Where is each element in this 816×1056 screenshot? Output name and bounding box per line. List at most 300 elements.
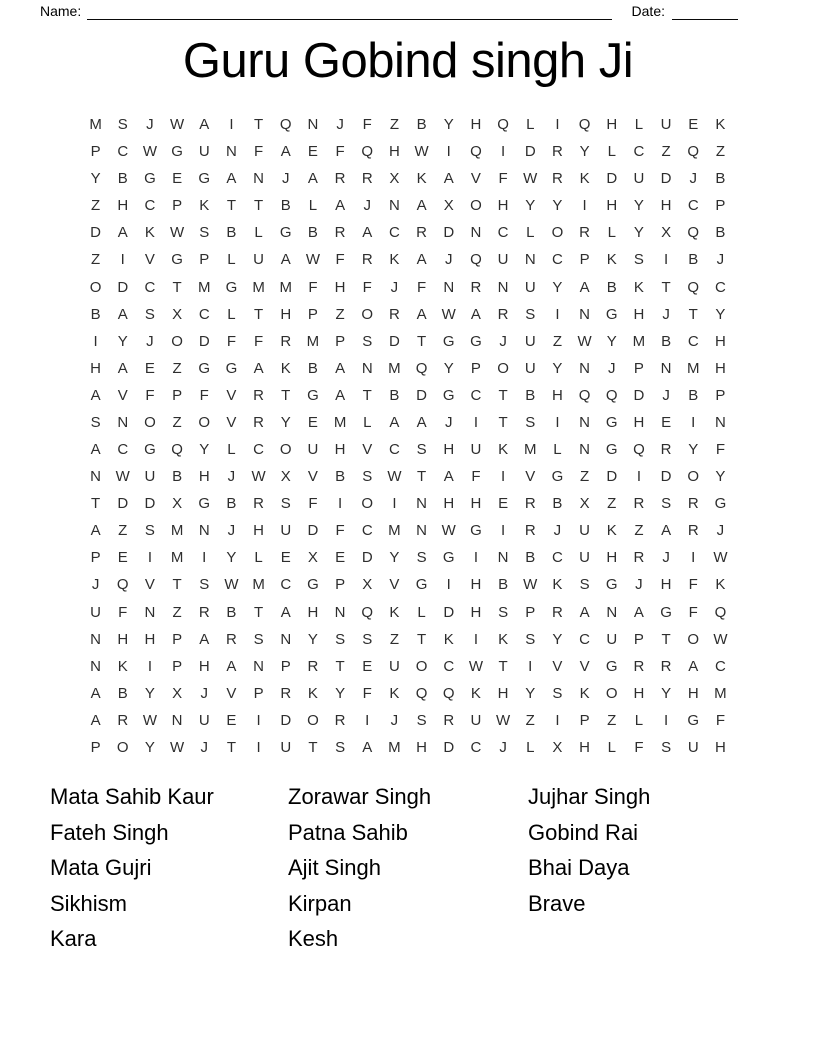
grid-letter: V <box>226 413 237 431</box>
grid-letter: T <box>661 630 671 648</box>
grid-letter: I <box>555 305 560 323</box>
grid-letter: S <box>280 495 291 513</box>
grid-letter: K <box>443 630 454 648</box>
grid-letter: I <box>663 711 669 729</box>
grid-letter: C <box>280 576 292 594</box>
grid-letter: X <box>389 170 400 188</box>
grid-letter: N <box>198 522 210 540</box>
grid-letter: I <box>473 630 478 648</box>
grid-letter: Q <box>687 224 700 242</box>
grid-letter: H <box>660 576 672 594</box>
grid-letter: M <box>714 684 727 702</box>
grid-letter: N <box>497 549 509 567</box>
grid-letter: N <box>660 359 672 377</box>
grid-letter: T <box>416 468 427 486</box>
worksheet-header <box>40 3 738 20</box>
grid-letter: R <box>524 495 536 513</box>
word-item: Mata Gujri <box>50 855 152 881</box>
grid-letter: V <box>144 576 155 594</box>
grid-letter: Y <box>552 278 563 296</box>
grid-letter: B <box>172 468 183 486</box>
grid-letter: I <box>446 143 451 161</box>
grid-letter: Q <box>578 386 591 404</box>
grid-letter: B <box>90 305 101 323</box>
grid-letter: C <box>443 657 455 675</box>
grid-letter: J <box>227 468 236 486</box>
grid-letter: A <box>362 224 373 242</box>
grid-letter: W <box>414 143 429 161</box>
grid-letter: M <box>523 441 537 459</box>
grid-letter: D <box>660 468 672 486</box>
grid-letter: O <box>605 684 618 702</box>
grid-letter: E <box>661 413 672 431</box>
grid-letter: C <box>579 630 590 648</box>
date-label: Date: <box>631 3 665 19</box>
grid-letter: F <box>362 116 372 134</box>
grid-letter: N <box>144 603 156 621</box>
grid-letter: E <box>280 549 291 567</box>
grid-letter: N <box>497 278 509 296</box>
grid-letter: J <box>635 576 643 594</box>
grid-letter: V <box>144 251 155 269</box>
grid-letter: B <box>335 468 346 486</box>
grid-letter: L <box>526 116 535 134</box>
grid-letter: N <box>334 603 346 621</box>
grid-letter: S <box>199 576 210 594</box>
grid-letter: R <box>633 657 645 675</box>
grid-letter: A <box>416 413 427 431</box>
grid-letter: A <box>416 305 427 323</box>
grid-letter: A <box>335 359 346 377</box>
grid-letter: R <box>497 305 509 323</box>
grid-letter: R <box>687 495 699 513</box>
grid-letter: R <box>551 603 563 621</box>
grid-letter: A <box>579 278 590 296</box>
grid-letter: J <box>363 197 371 215</box>
grid-letter: Q <box>470 143 482 161</box>
grid-letter: S <box>416 711 427 729</box>
grid-letter: K <box>389 684 400 702</box>
grid-letter: G <box>144 441 156 459</box>
word-item: Jujhar Singh <box>528 784 651 809</box>
grid-letter: Z <box>172 359 182 377</box>
grid-letter: B <box>226 224 237 242</box>
grid-letter: Q <box>497 116 509 134</box>
grid-letter: V <box>226 386 237 404</box>
grid-letter: E <box>307 143 318 161</box>
grid-letter: U <box>307 441 319 459</box>
grid-letter: V <box>579 657 590 675</box>
grid-letter: U <box>198 711 210 729</box>
grid-letter: S <box>90 413 101 431</box>
grid-letter: T <box>498 386 508 404</box>
grid-letter: G <box>551 468 564 486</box>
grid-letter: S <box>253 630 264 648</box>
grid-letter: R <box>117 711 129 729</box>
grid-letter: P <box>470 359 481 377</box>
grid-letter: M <box>632 332 646 350</box>
grid-letter: R <box>361 251 373 269</box>
word-item: Kesh <box>288 926 339 952</box>
grid-letter: S <box>362 332 373 350</box>
grid-letter: G <box>605 657 618 675</box>
grid-letter: I <box>120 251 125 269</box>
grid-letter: F <box>335 143 345 161</box>
grid-letter: A <box>661 522 672 540</box>
grid-letter: D <box>280 711 292 729</box>
grid-letter: U <box>280 522 292 540</box>
grid-letter: D <box>633 386 645 404</box>
grid-letter: P <box>90 738 101 756</box>
grid-letter: W <box>468 657 483 675</box>
grid-letter: H <box>117 630 129 648</box>
grid-letter: E <box>117 549 128 567</box>
grid-letter: C <box>551 251 563 269</box>
grid-letter: N <box>90 657 101 675</box>
grid-letter: X <box>172 684 183 702</box>
grid-letter: W <box>577 332 592 350</box>
grid-letter: G <box>307 576 319 594</box>
name-blank-line <box>87 4 611 20</box>
grid-letter: C <box>117 441 129 459</box>
grid-letter: I <box>93 332 98 350</box>
grid-letter: P <box>633 359 644 377</box>
grid-letter: J <box>716 522 725 540</box>
grid-letter: A <box>90 684 101 702</box>
grid-letter: I <box>202 549 207 567</box>
grid-letter: Q <box>361 143 374 161</box>
grid-letter: P <box>280 657 291 675</box>
grid-letter: I <box>256 738 261 756</box>
grid-letter: Y <box>335 684 346 702</box>
grid-letter: R <box>551 143 563 161</box>
grid-letter: H <box>334 441 346 459</box>
grid-letter: D <box>144 495 156 513</box>
grid-letter: E <box>172 170 183 188</box>
word-item: Gobind Rai <box>528 819 639 845</box>
grid-letter: H <box>334 278 346 296</box>
grid-letter: S <box>661 495 672 513</box>
grid-letter: D <box>388 332 400 350</box>
grid-letter: O <box>279 441 292 459</box>
grid-letter: F <box>715 441 725 459</box>
grid-letter: Y <box>280 413 291 431</box>
grid-letter: T <box>661 278 671 296</box>
grid-letter: N <box>443 278 455 296</box>
grid-letter: H <box>551 386 563 404</box>
grid-letter: X <box>307 549 318 567</box>
grid-letter: W <box>523 576 538 594</box>
grid-letter: D <box>606 468 618 486</box>
grid-letter: T <box>253 197 264 215</box>
grid-letter: G <box>470 332 482 350</box>
grid-letter: I <box>392 495 397 513</box>
grid-letter: T <box>498 413 508 431</box>
grid-letter: J <box>281 170 290 188</box>
grid-letter: R <box>253 386 264 404</box>
grid-letter: L <box>227 305 236 323</box>
grid-letter: H <box>144 630 156 648</box>
grid-letter: W <box>224 576 239 594</box>
grid-letter: A <box>199 116 210 134</box>
grid-letter: H <box>470 576 482 594</box>
grid-letter: O <box>361 495 374 513</box>
grid-letter: H <box>470 495 482 513</box>
word-item: Sikhism <box>50 890 128 916</box>
grid-letter: J <box>200 738 208 756</box>
grid-letter: U <box>470 441 482 459</box>
grid-letter: V <box>525 468 536 486</box>
grid-letter: Y <box>389 549 400 567</box>
grid-letter: U <box>687 738 699 756</box>
grid-letter: R <box>280 332 292 350</box>
grid-letter: S <box>525 630 536 648</box>
grid-letter: C <box>687 332 699 350</box>
grid-letter: L <box>607 224 616 242</box>
grid-letter: C <box>470 386 482 404</box>
grid-letter: A <box>117 305 128 323</box>
grid-letter: T <box>688 305 698 323</box>
grid-letter: I <box>147 657 152 675</box>
grid-letter: R <box>198 603 210 621</box>
grid-letter: R <box>361 170 373 188</box>
grid-letter: U <box>497 251 509 269</box>
grid-letter: L <box>634 116 644 134</box>
grid-letter: E <box>688 116 699 134</box>
grid-letter: U <box>198 143 210 161</box>
grid-letter: G <box>144 170 156 188</box>
grid-letter: Z <box>579 468 590 486</box>
grid-letter: O <box>307 711 319 729</box>
grid-letter: X <box>443 197 454 215</box>
grid-letter: P <box>253 684 264 702</box>
grid-letter: Z <box>172 413 182 431</box>
grid-letter: A <box>226 657 237 675</box>
grid-letter: Y <box>525 197 536 215</box>
grid-letter: P <box>199 251 210 269</box>
grid-letter: O <box>551 224 564 242</box>
grid-letter: Y <box>199 441 210 459</box>
grid-letter: J <box>444 413 453 431</box>
grid-letter: N <box>171 711 183 729</box>
grid-letter: T <box>172 278 182 296</box>
grid-letter: O <box>497 359 509 377</box>
grid-letter: D <box>443 603 455 621</box>
grid-letter: A <box>280 143 291 161</box>
grid-letter: Y <box>443 116 454 134</box>
word-list-column <box>528 779 766 957</box>
grid-letter: I <box>365 711 370 729</box>
grid-letter: T <box>172 576 182 594</box>
grid-letter: L <box>607 143 616 161</box>
grid-letter: J <box>662 305 670 323</box>
grid-letter: K <box>117 657 128 675</box>
grid-letter: Q <box>116 576 129 594</box>
grid-letter: A <box>117 224 128 242</box>
page-title: Guru Gobind singh Ji <box>182 34 634 88</box>
grid-letter: G <box>307 386 319 404</box>
grid-letter: T <box>335 657 345 675</box>
grid-letter: N <box>579 413 590 431</box>
grid-letter: U <box>524 332 536 350</box>
grid-letter: H <box>633 413 645 431</box>
grid-letter: R <box>660 441 672 459</box>
word-item: Fateh Singh <box>50 819 169 845</box>
grid-letter: H <box>198 657 210 675</box>
grid-letter: A <box>579 603 590 621</box>
grid-letter: G <box>415 576 428 594</box>
grid-letter: M <box>388 359 401 377</box>
grid-letter: T <box>498 657 508 675</box>
grid-letter: Q <box>415 684 428 702</box>
grid-letter: G <box>225 359 238 377</box>
grid-letter: A <box>335 386 346 404</box>
grid-letter: A <box>280 603 291 621</box>
grid-letter: N <box>714 413 726 431</box>
grid-letter: H <box>253 522 264 540</box>
grid-letter: U <box>144 468 156 486</box>
grid-letter: F <box>634 738 644 756</box>
grid-letter: R <box>334 224 346 242</box>
grid-letter: K <box>498 441 509 459</box>
grid-letter: E <box>362 657 373 675</box>
grid-letter: F <box>362 278 372 296</box>
grid-letter: V <box>226 684 237 702</box>
grid-letter: K <box>579 684 590 702</box>
grid-letter: G <box>171 251 183 269</box>
grid-letter: L <box>363 413 372 431</box>
grid-letter: U <box>524 278 536 296</box>
grid-letter: L <box>417 603 426 621</box>
grid-letter: W <box>713 630 728 648</box>
grid-letter: N <box>416 522 427 540</box>
grid-letter: U <box>660 116 672 134</box>
grid-letter: N <box>253 657 264 675</box>
grid-letter: I <box>337 495 343 513</box>
grid-letter: P <box>335 576 346 594</box>
grid-letter: D <box>198 332 210 350</box>
grid-letter: R <box>280 684 292 702</box>
grid-letter: V <box>362 441 373 459</box>
grid-letter: Z <box>118 522 128 540</box>
grid-letter: T <box>362 386 372 404</box>
grid-letter: S <box>144 305 155 323</box>
grid-letter: Y <box>144 684 155 702</box>
grid-letter: Y <box>307 630 318 648</box>
grid-letter: Q <box>279 116 292 134</box>
grid-letter: Q <box>687 143 700 161</box>
grid-letter: H <box>497 197 509 215</box>
grid-letter: H <box>714 359 726 377</box>
grid-letter: H <box>443 495 455 513</box>
grid-letter: D <box>524 143 536 161</box>
grid-letter: Z <box>607 711 617 729</box>
grid-letter: S <box>579 576 590 594</box>
grid-letter: Y <box>715 468 726 486</box>
grid-letter: T <box>416 332 427 350</box>
grid-letter: R <box>660 657 672 675</box>
grid-letter: Z <box>335 305 345 323</box>
grid-letter: K <box>389 251 400 269</box>
grid-letter: Y <box>525 684 536 702</box>
grid-letter: G <box>660 603 672 621</box>
grid-letter: K <box>715 116 726 134</box>
grid-letter: O <box>144 413 156 431</box>
grid-letter: S <box>552 684 563 702</box>
grid-letter: V <box>307 468 318 486</box>
grid-letter: M <box>306 332 320 350</box>
grid-letter: C <box>551 549 563 567</box>
grid-letter: A <box>470 305 481 323</box>
grid-letter: G <box>442 386 455 404</box>
grid-letter: Y <box>443 359 454 377</box>
grid-letter: O <box>470 197 482 215</box>
grid-letter: C <box>633 143 645 161</box>
grid-letter: G <box>442 332 455 350</box>
grid-letter: S <box>661 738 672 756</box>
grid-letter: T <box>253 116 264 134</box>
grid-letter: E <box>498 495 509 513</box>
grid-letter: E <box>144 359 155 377</box>
grid-letter: B <box>226 603 237 621</box>
grid-letter: S <box>199 224 210 242</box>
grid-letter: N <box>90 468 101 486</box>
grid-letter: G <box>714 495 727 513</box>
grid-letter: O <box>116 738 129 756</box>
grid-letter: S <box>525 413 536 431</box>
grid-letter: O <box>361 305 374 323</box>
grid-letter: V <box>470 170 481 188</box>
grid-letter: F <box>253 332 264 350</box>
grid-letter: J <box>716 251 725 269</box>
grid-letter: J <box>553 522 562 540</box>
grid-letter: F <box>688 603 698 621</box>
grid-letter: C <box>714 278 726 296</box>
word-item: Brave <box>528 890 586 916</box>
grid-letter: B <box>661 332 672 350</box>
grid-letter: Y <box>579 143 590 161</box>
grid-letter: P <box>307 305 318 323</box>
grid-letter: D <box>416 386 427 404</box>
grid-letter: W <box>142 711 157 729</box>
grid-letter: W <box>142 143 157 161</box>
grid-letter: J <box>336 116 344 134</box>
grid-letter: C <box>361 522 373 540</box>
grid-letter: K <box>633 278 644 296</box>
grid-letter: Q <box>470 251 482 269</box>
grid-letter: H <box>606 549 618 567</box>
grid-letter: H <box>443 441 455 459</box>
grid-letter: A <box>280 251 291 269</box>
grid-letter: W <box>713 549 728 567</box>
grid-letter: N <box>225 143 237 161</box>
grid-letter: Y <box>552 359 563 377</box>
grid-letter: J <box>662 549 670 567</box>
grid-letter: C <box>144 278 156 296</box>
grid-letter: N <box>307 116 319 134</box>
grid-letter: K <box>715 576 726 594</box>
grid-letter: T <box>253 305 264 323</box>
grid-letter: W <box>495 711 511 729</box>
grid-letter: K <box>307 684 318 702</box>
grid-letter: Y <box>90 170 101 188</box>
name-label: Name: <box>40 3 82 19</box>
grid-letter: M <box>170 522 184 540</box>
grid-letter: H <box>470 603 482 621</box>
word-list-column <box>288 779 528 957</box>
grid-letter: K <box>199 197 210 215</box>
grid-letter: U <box>579 549 590 567</box>
